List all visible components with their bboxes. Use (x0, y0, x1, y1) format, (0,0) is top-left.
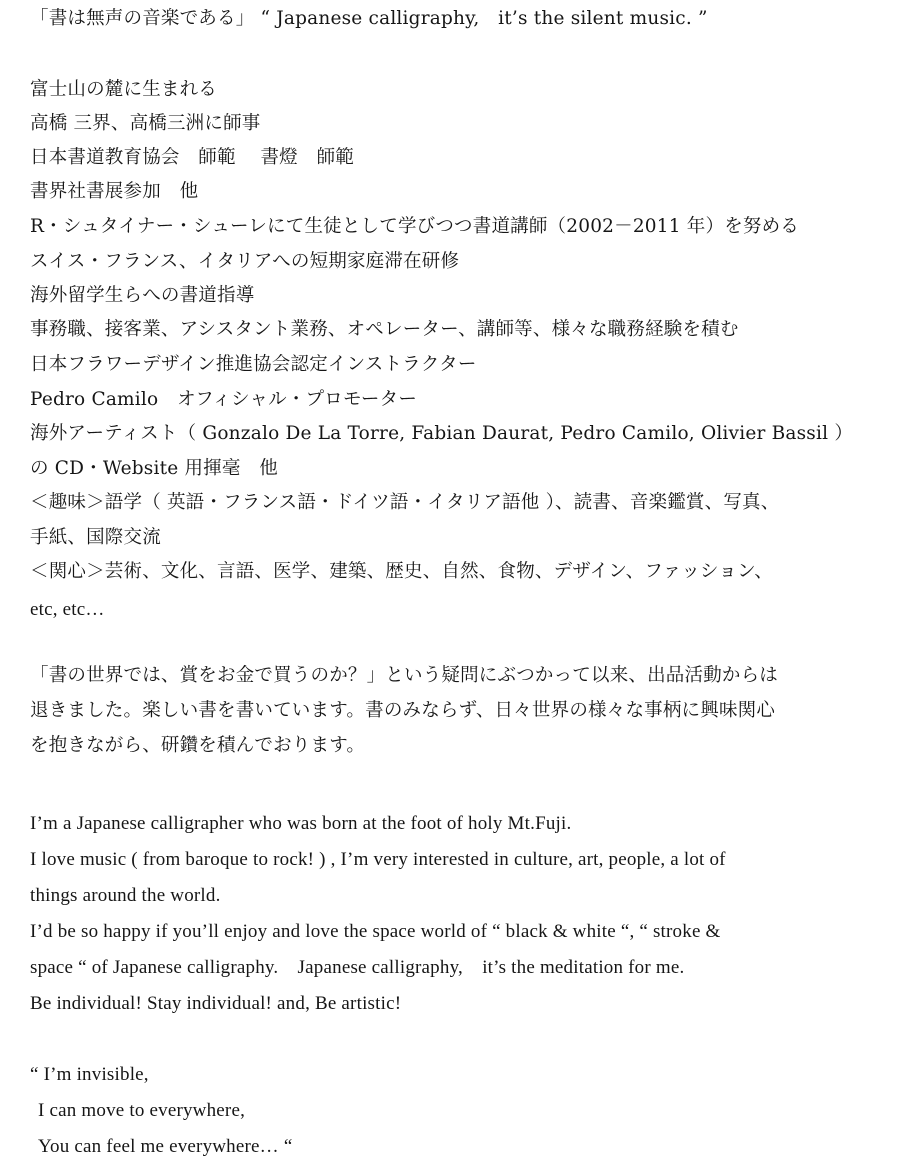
title-line: 「書は無声の音楽である」 “ Japanese calligraphy, it’s the silent music. ” (30, 8, 708, 29)
poem-line: I can move to everywhere, (38, 1100, 246, 1121)
profile-line: 高橋 三界、高橋三洲に師事 (30, 113, 261, 134)
statement-en-line: I’m a Japanese calligrapher who was born at the foot of holy Mt.Fuji. (30, 813, 572, 834)
statement-en-line: I love music ( from baroque to rock! ) , I’m very interested in culture, art, people, a lot of (30, 849, 726, 870)
poem-line: “ I’m invisible, (30, 1064, 149, 1085)
profile-line: スイス・フランス、イタリアへの短期家庭滞在研修 (30, 251, 460, 272)
profile-line: 日本フラワーデザイン推進協会認定インストラクター (30, 354, 477, 375)
profile-line: 海外アーティスト（ Gonzalo De La Torre, Fabian Daurat, Pedro Camilo, Olivier Bassil ） (30, 423, 854, 444)
statement-en-line: I’d be so happy if you’ll enjoy and love the space world of “ black & white “, “ stroke & (30, 921, 721, 942)
statement-en-line: space “ of Japanese calligraphy. Japanese calligraphy, it’s the meditation for me. (30, 957, 685, 978)
statement-jp-line: を抱きながら、研鑽を積んでおります。 (30, 735, 366, 756)
profile-line: ＜関心＞芸術、文化、言語、医学、建築、歴史、自然、食物、デザイン、ファッション、 (30, 561, 774, 582)
profile-line: 事務職、接客業、アシスタント業務、オペレーター、講師等、様々な職務経験を積む (30, 319, 739, 340)
profile-line: etc, etc… (30, 599, 105, 620)
profile-line: ＜趣味＞語学（ 英語・フランス語・ドイツ語・イタリア語他 ）、読書、音楽鑑賞、写真、 (30, 492, 780, 513)
profile-line: の CD・Website 用揮毫 他 (30, 458, 278, 479)
profile-line: Pedro Camilo オフィシャル・プロモーター (30, 389, 418, 410)
statement-jp-line: 退きました。楽しい書を書いています。書のみならず、日々世界の様々な事柄に興味関心 (30, 700, 776, 721)
statement-jp-line: 「書の世界では、賞をお金で買うのか？」という疑問にぶつかって以来、出品活動からは (30, 665, 779, 686)
profile-line: 海外留学生らへの書道指導 (30, 285, 255, 306)
profile-line: 日本書道教育協会 師範 書燈 師範 (30, 147, 354, 168)
statement-en-line: Be individual! Stay individual! and, Be artistic! (30, 993, 402, 1014)
poem-line: You can feel me everywhere… “ (38, 1136, 293, 1157)
profile-line: 手紙、国際交流 (30, 527, 161, 548)
profile-line: R・シュタイナー・シューレにて生徒として学びつつ書道講師（2002－2011 年）を努める (30, 216, 799, 237)
profile-line: 書界社書展参加 他 (30, 181, 199, 202)
statement-en-line: things around the world. (30, 885, 221, 906)
profile-line: 富士山の麓に生まれる (30, 79, 218, 100)
